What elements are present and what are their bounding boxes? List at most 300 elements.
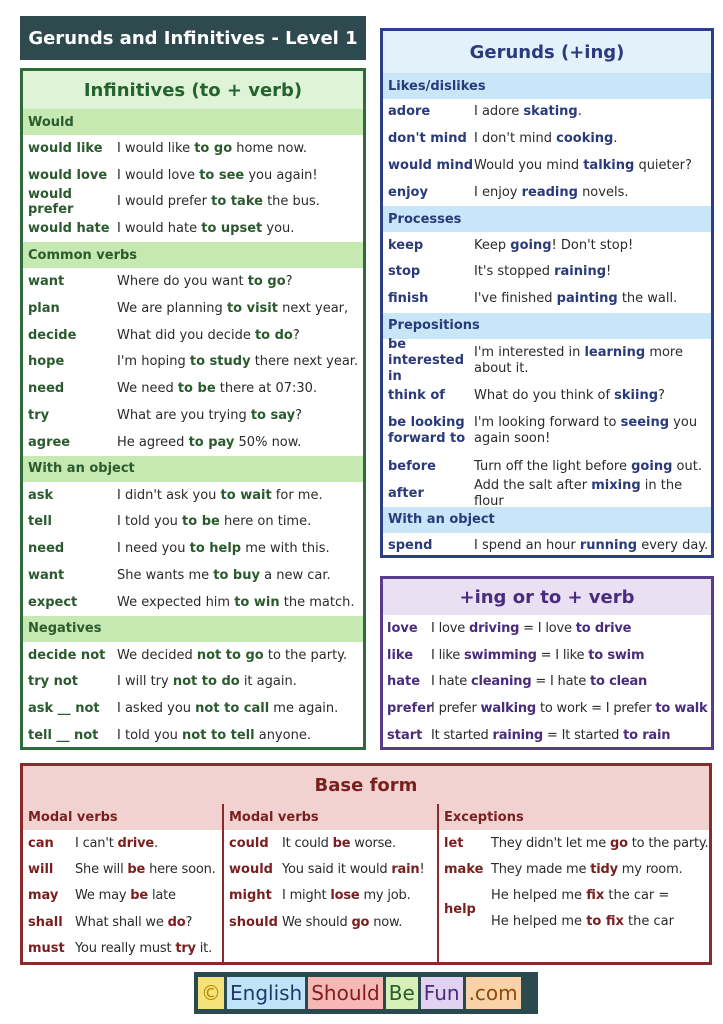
table-row — [383, 409, 711, 453]
table-row — [23, 215, 363, 242]
example-sentence — [431, 674, 647, 689]
highlight-verb: to go — [247, 274, 286, 290]
section-header: Prepositions — [383, 313, 711, 339]
verb-term: enjoy — [388, 184, 428, 200]
example-sentence — [474, 104, 582, 120]
sentence-text: We need — [117, 381, 178, 397]
highlight-verb: raining — [554, 264, 607, 280]
table-row — [23, 722, 363, 749]
verb-term: tell __ not — [28, 728, 99, 744]
example-sentence — [474, 538, 708, 554]
highlight-verb: mixing — [591, 477, 641, 493]
highlight-verb: to go — [194, 140, 233, 156]
verb-term: make — [444, 862, 484, 878]
table-row — [383, 153, 711, 180]
verb-term: stop — [388, 264, 421, 280]
example-sentence — [474, 158, 692, 174]
sentence-text: I'm interested in — [474, 344, 585, 360]
highlight-verb: skiing — [614, 387, 659, 403]
highlight-verb: to be — [177, 381, 216, 397]
copyright-icon: © — [198, 977, 224, 1009]
sentence-text: = I like — [536, 647, 589, 663]
sentence-text: more about it. — [474, 344, 683, 376]
section-header: Modal verbs — [23, 804, 222, 830]
table-row — [224, 830, 437, 856]
verb-term: like — [387, 647, 414, 663]
verb-term: will — [28, 862, 54, 878]
sentence-text: Would you mind — [474, 157, 584, 173]
sentence-text: I don't mind — [474, 131, 557, 147]
base-exceptions-col — [439, 804, 709, 962]
verb-term: want — [28, 568, 65, 584]
sentence-text: I might — [282, 888, 331, 904]
highlight-verb: try — [175, 941, 196, 957]
verb-term: start — [387, 728, 423, 744]
table-row — [383, 126, 711, 153]
example-sentence — [117, 435, 301, 450]
table-row — [439, 856, 709, 882]
sentence-text: ? — [285, 274, 293, 290]
example-sentence — [474, 415, 711, 447]
verb-term: ask __ not — [28, 701, 100, 717]
sentence-text: We are planning — [117, 300, 227, 316]
logo-word-should: Should — [308, 977, 383, 1009]
example-sentence — [117, 488, 323, 503]
section-header: Negatives — [23, 616, 363, 642]
highlight-verb: to upset — [201, 221, 263, 237]
table-row — [23, 162, 363, 189]
sentence-text: = I love — [519, 620, 576, 636]
verb-term: need — [28, 381, 65, 397]
sentence-text: ? — [658, 387, 665, 403]
sentence-text: I spend an hour — [474, 538, 580, 554]
verb-term: expect — [28, 594, 78, 610]
table-row — [383, 99, 711, 126]
verb-term: spend — [388, 538, 433, 554]
example-sentence — [474, 131, 618, 147]
highlight-verb: to help — [189, 541, 242, 557]
highlight-verb: lose — [330, 888, 360, 904]
section-header: Common verbs — [23, 242, 363, 268]
highlight-verb: rain — [391, 862, 420, 878]
table-row — [23, 856, 222, 882]
table-row — [23, 936, 222, 962]
sentence-text: He agreed — [117, 434, 189, 450]
sentence-text: quieter? — [634, 157, 692, 173]
table-row — [23, 695, 363, 722]
ing-or-to-body — [383, 615, 711, 749]
sentence-text: my job. — [359, 888, 411, 904]
verb-term: try not — [28, 674, 79, 690]
highlight-verb: reading — [521, 184, 578, 200]
table-row — [383, 336, 711, 384]
sentence-text: I enjoy — [474, 184, 522, 200]
example-sentence — [282, 915, 402, 930]
sentence-text: I need you — [117, 541, 190, 557]
example-sentence — [282, 862, 424, 877]
highlight-verb: cleaning — [471, 674, 532, 690]
highlight-verb: swimming — [464, 647, 537, 663]
sentence-text: ? — [292, 327, 300, 343]
sentence-text: ? — [185, 914, 193, 930]
ing-or-to-panel — [380, 576, 714, 750]
verb-term: prefer — [387, 701, 433, 717]
section-header: With an object — [23, 456, 363, 482]
verb-term: adore — [388, 104, 431, 120]
highlight-verb: going — [631, 458, 673, 474]
highlight-verb: go — [351, 914, 370, 930]
sentence-text: to the party. — [263, 647, 348, 663]
verb-term: after — [388, 485, 424, 501]
table-row — [224, 909, 437, 935]
section-header: With an object — [383, 507, 711, 533]
table-row — [383, 642, 711, 669]
page-title: Gerunds and Infinitives - Level 1 — [20, 16, 366, 60]
verb-term: finish — [388, 291, 429, 307]
table-row — [23, 509, 363, 536]
example-sentence — [117, 408, 302, 423]
example-sentence — [282, 836, 396, 851]
example-sentence — [117, 221, 294, 236]
sentence-text: the wall. — [617, 291, 678, 307]
infinitives-panel — [20, 68, 366, 750]
example-sentence — [491, 883, 674, 936]
verb-term: hate — [387, 674, 421, 690]
table-row — [23, 135, 363, 162]
sentence-text: every day. — [637, 538, 709, 554]
sentence-text: I can't — [75, 835, 118, 851]
highlight-verb: tidy — [590, 862, 618, 878]
verb-term: may — [28, 888, 59, 904]
example-sentence — [117, 674, 297, 689]
table-row — [23, 295, 363, 322]
sentence-text: you again soon! — [474, 415, 698, 447]
sentence-text: Turn off the light before — [474, 458, 632, 474]
example-sentence — [431, 648, 644, 663]
table-row — [383, 453, 711, 480]
example-sentence — [474, 185, 628, 201]
table-row — [383, 533, 711, 560]
example-sentence — [75, 915, 192, 930]
verb-term: ask — [28, 487, 54, 503]
highlight-verb: to take — [211, 194, 263, 210]
sentence-text: = I hate — [531, 674, 590, 690]
table-row — [23, 322, 363, 349]
verb-term: can — [28, 835, 54, 851]
table-row — [23, 268, 363, 295]
sentence-text: I told you — [117, 514, 183, 530]
sentence-text: worse. — [350, 835, 396, 851]
sentence-text: I told you — [117, 728, 183, 744]
ing-or-to-heading: +ing or to + verb — [383, 579, 711, 615]
highlight-verb: go — [610, 835, 628, 851]
table-row — [23, 535, 363, 562]
example-sentence — [431, 728, 670, 743]
table-row — [383, 286, 711, 313]
table-row — [383, 477, 711, 509]
table-row — [383, 722, 711, 749]
sentence-text: me again. — [269, 701, 339, 717]
sentence-text: I've finished — [474, 291, 557, 307]
sentence-text: I will try — [117, 674, 173, 690]
section-header: Would — [23, 109, 363, 135]
verb-term: would mind — [388, 157, 474, 173]
sentence-text: We expected him — [117, 594, 235, 610]
table-row — [23, 482, 363, 509]
sentence-text: 50% now. — [234, 434, 302, 450]
example-sentence — [491, 836, 708, 851]
verb-term: try — [28, 408, 50, 424]
example-sentence — [431, 701, 707, 716]
highlight-verb: to visit — [226, 300, 278, 316]
sentence-text: I didn't ask you — [117, 487, 221, 503]
verb-term: help — [444, 901, 476, 917]
verb-term: decide not — [28, 647, 106, 663]
highlight-verb: cooking — [556, 131, 614, 147]
sentence-text: there at 07:30. — [215, 381, 318, 397]
table-row — [383, 232, 711, 259]
highlight-verb: seeing — [620, 415, 670, 431]
example-sentence — [117, 648, 347, 663]
highlight-verb: to walk — [655, 701, 708, 717]
highlight-verb: painting — [556, 291, 618, 307]
sentence-text: I adore — [474, 104, 524, 120]
example-sentence — [474, 459, 702, 475]
sentence-text: . — [154, 835, 158, 851]
logo-word-be: Be — [386, 977, 418, 1009]
example-sentence — [117, 595, 354, 610]
verb-term: should — [229, 914, 278, 930]
sentence-text: here on time. — [219, 514, 312, 530]
sentence-text: They didn't let me — [491, 835, 610, 851]
sentence-text: the car — [623, 914, 674, 930]
sentence-text: next year, — [277, 300, 349, 316]
sentence-line — [491, 909, 674, 935]
highlight-verb: to drive — [575, 620, 632, 636]
table-row — [23, 349, 363, 376]
highlight-verb: drive — [117, 835, 154, 851]
highlight-verb: to see — [199, 167, 245, 183]
sentence-line — [491, 883, 674, 909]
example-sentence — [474, 264, 611, 280]
sentence-text: ! — [606, 264, 612, 280]
table-row — [383, 669, 711, 696]
sentence-text: I asked you — [117, 701, 196, 717]
sentence-text: I like — [431, 647, 464, 663]
example-sentence — [117, 301, 348, 316]
sentence-text: What are you trying — [117, 408, 251, 424]
sentence-text: I love — [431, 620, 469, 636]
example-sentence — [117, 141, 307, 156]
example-sentence — [491, 862, 682, 877]
sentence-text: ! Don't stop! — [551, 237, 634, 253]
highlight-verb: to rain — [623, 728, 671, 744]
sentence-text: home now. — [232, 140, 308, 156]
verb-term: plan — [28, 300, 60, 316]
highlight-verb: walking — [480, 701, 537, 717]
site-logo[interactable] — [194, 972, 538, 1014]
sentence-text: to the party. — [627, 835, 709, 851]
sentence-text: It could — [282, 835, 333, 851]
base-form-panel — [20, 763, 712, 965]
sentence-text: here soon. — [145, 862, 216, 878]
example-sentence — [474, 238, 633, 254]
sentence-text: He helped me — [491, 914, 587, 930]
example-sentence — [117, 701, 338, 716]
sentence-text: you again! — [244, 167, 318, 183]
example-sentence — [117, 381, 317, 396]
sentence-text: What shall we — [75, 914, 168, 930]
verb-term: before — [388, 458, 436, 474]
base-modal-col-2 — [224, 804, 439, 962]
base-modal-col-1 — [23, 804, 224, 962]
example-sentence — [75, 941, 212, 956]
sentence-text: now. — [369, 914, 403, 930]
sentence-text: you. — [262, 221, 295, 237]
highlight-verb: not to tell — [182, 728, 255, 744]
verb-term: think of — [388, 387, 445, 403]
verb-term: don't mind — [388, 131, 467, 147]
sentence-text: I would hate — [117, 221, 202, 237]
sentence-text: I'm hoping — [117, 354, 190, 370]
sentence-text: the car = — [604, 887, 670, 903]
highlight-verb: learning — [584, 344, 646, 360]
table-row — [23, 189, 363, 216]
highlight-verb: fix — [586, 887, 605, 903]
sentence-text: I would like — [117, 140, 195, 156]
table-row — [23, 429, 363, 456]
table-row — [383, 179, 711, 206]
sentence-text: He helped me — [491, 887, 587, 903]
infinitives-body — [23, 109, 363, 749]
example-sentence — [117, 194, 320, 209]
section-header: Processes — [383, 206, 711, 232]
highlight-verb: be — [127, 862, 146, 878]
sentence-text: it. — [195, 941, 213, 957]
gerunds-heading: Gerunds (+ing) — [383, 31, 711, 73]
highlight-verb: not to do — [172, 674, 240, 690]
verb-term: let — [444, 835, 464, 851]
sentence-text: What did you decide — [117, 327, 255, 343]
highlight-verb: be — [332, 835, 351, 851]
sentence-text: . — [613, 131, 618, 147]
verb-term: would — [229, 862, 273, 878]
table-row — [383, 383, 711, 410]
highlight-verb: skating — [523, 104, 578, 120]
sentence-text: to work = I prefer — [536, 701, 656, 717]
verb-term: would prefer — [28, 187, 74, 217]
sentence-text: ? — [295, 408, 303, 424]
verb-term: shall — [28, 914, 63, 930]
highlight-verb: not to call — [195, 701, 270, 717]
sentence-text: Add the salt after — [474, 477, 592, 493]
section-header: Likes/dislikes — [383, 73, 711, 99]
table-row — [23, 883, 222, 909]
gerunds-panel — [380, 28, 714, 558]
example-sentence — [474, 388, 665, 404]
highlight-verb: driving — [468, 620, 520, 636]
example-sentence — [117, 568, 331, 583]
highlight-verb: to be — [182, 514, 220, 530]
highlight-verb: talking — [583, 157, 635, 173]
section-header: Exceptions — [439, 804, 709, 830]
example-sentence — [474, 478, 711, 510]
example-sentence — [75, 836, 158, 851]
highlight-verb: running — [579, 538, 638, 554]
verb-term: want — [28, 274, 65, 290]
section-header: Modal verbs — [224, 804, 437, 830]
highlight-verb: be — [130, 888, 149, 904]
logo-word-english: English — [227, 977, 305, 1009]
highlight-verb: going — [510, 237, 552, 253]
verb-term: could — [229, 835, 269, 851]
sentence-text: it again. — [239, 674, 297, 690]
verb-term: would love — [28, 167, 108, 183]
highlight-verb: to study — [189, 354, 251, 370]
table-row — [383, 259, 711, 286]
logo-word-com: .com — [466, 977, 521, 1009]
table-row — [23, 402, 363, 429]
highlight-verb: to wait — [220, 487, 272, 503]
verb-term: need — [28, 541, 65, 557]
table-row — [23, 642, 363, 669]
sentence-text: . — [577, 104, 582, 120]
verb-term: would hate — [28, 221, 110, 237]
verb-term: be looking forward to — [388, 415, 466, 447]
highlight-verb: do — [167, 914, 186, 930]
example-sentence — [117, 354, 358, 369]
sentence-text: a new car. — [259, 568, 331, 584]
table-row — [439, 830, 709, 856]
table-row — [23, 375, 363, 402]
table-row — [383, 695, 711, 722]
highlight-verb: to swim — [588, 647, 645, 663]
sentence-text: She will — [75, 862, 128, 878]
example-sentence — [117, 728, 311, 743]
example-sentence — [431, 621, 631, 636]
sentence-text: = It started — [543, 728, 624, 744]
infinitives-heading: Infinitives (to + verb) — [23, 71, 363, 109]
highlight-verb: to pay — [188, 434, 235, 450]
verb-term: tell — [28, 514, 52, 530]
example-sentence — [75, 862, 216, 877]
sentence-text: Keep — [474, 237, 511, 253]
table-row — [23, 589, 363, 616]
sentence-text: We may — [75, 888, 131, 904]
verb-term: agree — [28, 434, 71, 450]
highlight-verb: not to go — [196, 647, 264, 663]
example-sentence — [117, 541, 330, 556]
table-row — [23, 909, 222, 935]
sentence-text: I would love — [117, 167, 200, 183]
example-sentence — [75, 888, 176, 903]
sentence-text: I'm looking forward to — [474, 415, 621, 431]
highlight-verb: to do — [254, 327, 293, 343]
sentence-text: We should — [282, 914, 352, 930]
table-row — [23, 669, 363, 696]
example-sentence — [117, 168, 318, 183]
base-form-heading: Base form — [23, 766, 709, 804]
verb-term: would like — [28, 140, 103, 156]
sentence-text: She wants me — [117, 568, 214, 584]
table-row — [23, 830, 222, 856]
example-sentence — [282, 888, 411, 903]
table-row — [439, 883, 709, 936]
sentence-text: I hate — [431, 674, 471, 690]
example-sentence — [117, 514, 311, 529]
gerunds-body — [383, 73, 711, 560]
highlight-verb: raining — [492, 728, 544, 744]
